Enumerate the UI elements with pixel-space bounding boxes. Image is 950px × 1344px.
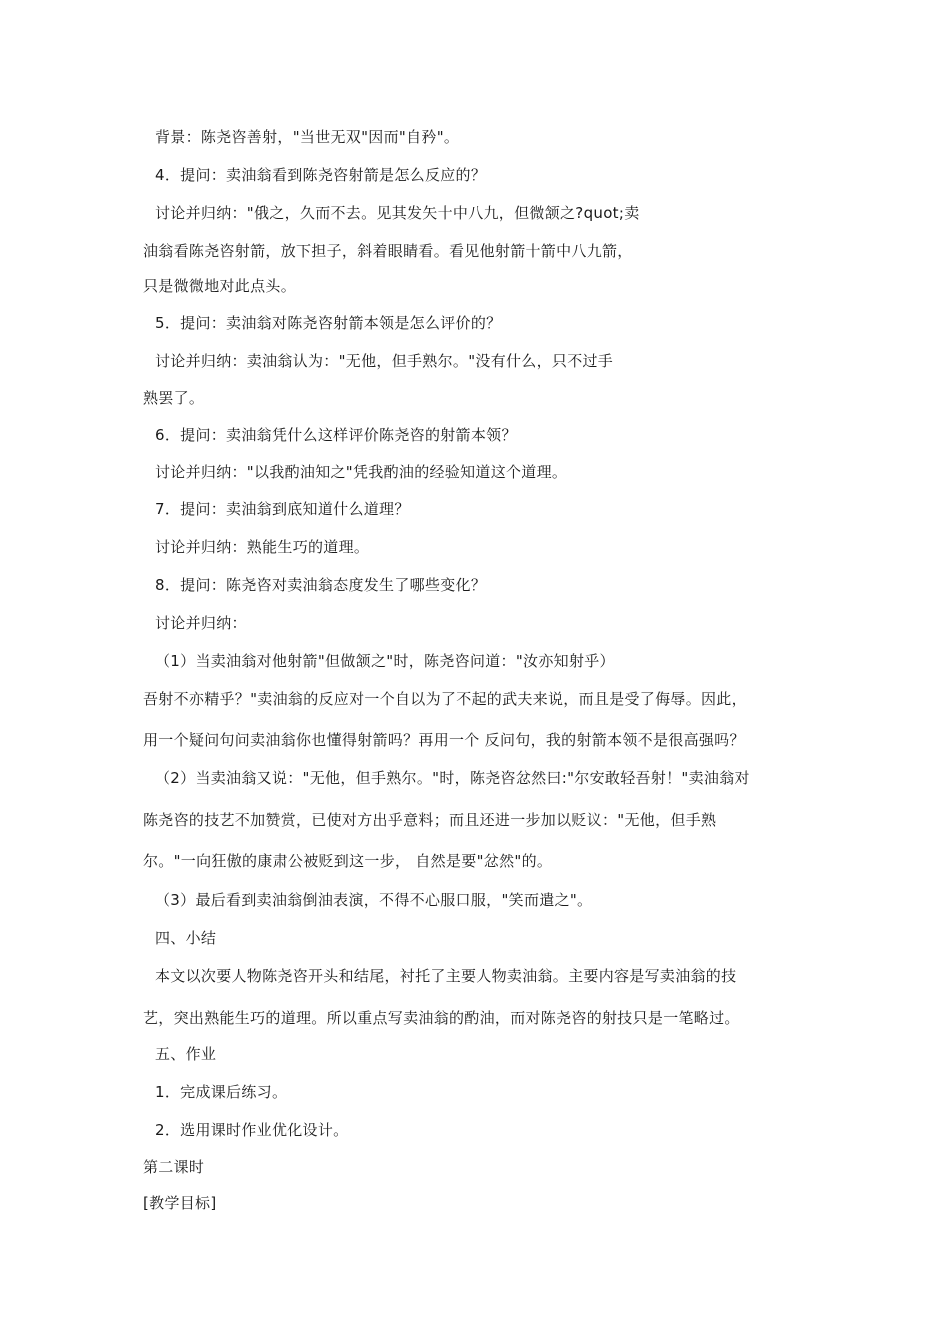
text-line: （1）当卖油翁对他射箭"但做颔之"时，陈尧咨问道："汝亦知射乎）	[155, 652, 615, 670]
text-line: 用一个疑问句问卖油翁你也懂得射箭吗？再用一个 反问句，我的射箭本领不是很高强吗？	[143, 731, 745, 749]
text-line: 2．选用课时作业优化设计。	[155, 1121, 349, 1139]
section-heading: 五、作业	[155, 1045, 217, 1063]
text-line: 本文以次要人物陈尧咨开头和结尾，衬托了主要人物卖油翁。主要内容是写卖油翁的技	[155, 967, 737, 985]
text-line: 只是微微地对此点头。	[143, 277, 297, 295]
text-line: 艺，突出熟能生巧的道理。所以重点写卖油翁的酌油，而对陈尧咨的射技只是一笔略过。	[143, 1009, 740, 1027]
text-line: 熟罢了。	[143, 389, 205, 407]
text-line: 背景：陈尧咨善射，"当世无双"因而"自矜"。	[155, 128, 460, 146]
text-line: 讨论并归纳：	[155, 614, 247, 632]
text-line: 吾射不亦精乎？"卖油翁的反应对一个自以为了不起的武夫来说，而且是受了侮辱。因此，	[143, 690, 747, 708]
lesson-heading: 第二课时	[143, 1158, 205, 1176]
text-line: 陈尧咨的技艺不加赞赏，已使对方出乎意料；而且还进一步加以贬议："无他，但手熟	[143, 811, 717, 829]
text-line: 讨论并归纳：熟能生巧的道理。	[155, 538, 370, 556]
text-line: 1．完成课后练习。	[155, 1083, 288, 1101]
section-heading: 四、小结	[155, 929, 217, 947]
text-line: 讨论并归纳："以我酌油知之"凭我酌油的经验知道这个道理。	[155, 463, 568, 481]
text-line: 7．提问：卖油翁到底知道什么道理？	[155, 500, 410, 518]
section-heading: [教学目标]	[143, 1194, 217, 1212]
text-line: 6．提问：卖油翁凭什么这样评价陈尧咨的射箭本领？	[155, 426, 517, 444]
text-line: 尔。"一向狂傲的康肃公被贬到这一步， 自然是要"忿然"的。	[143, 852, 553, 870]
text-line: 8．提问：陈尧咨对卖油翁态度发生了哪些变化？	[155, 576, 487, 594]
text-line: （3）最后看到卖油翁倒油表演，不得不心服口服，"笑而遣之"。	[155, 891, 593, 909]
text-line: 5．提问：卖油翁对陈尧咨射箭本领是怎么评价的？	[155, 314, 502, 332]
text-line: 讨论并归纳：卖油翁认为："无他，但手熟尔。"没有什么，只不过手	[155, 352, 614, 370]
text-line: 油翁看陈尧咨射箭，放下担子，斜着眼睛看。看见他射箭十箭中八九箭，	[143, 242, 633, 260]
text-line: 讨论并归纳："俄之，久而不去。见其发矢十中八九，但微颔之?quot;卖	[155, 204, 640, 222]
text-line: （2）当卖油翁又说："无他，但手熟尔。"时，陈尧咨忿然曰:"尔安敢轻吾射！"卖油翁对	[155, 769, 750, 787]
text-line: 4．提问：卖油翁看到陈尧咨射箭是怎么反应的？	[155, 166, 487, 184]
